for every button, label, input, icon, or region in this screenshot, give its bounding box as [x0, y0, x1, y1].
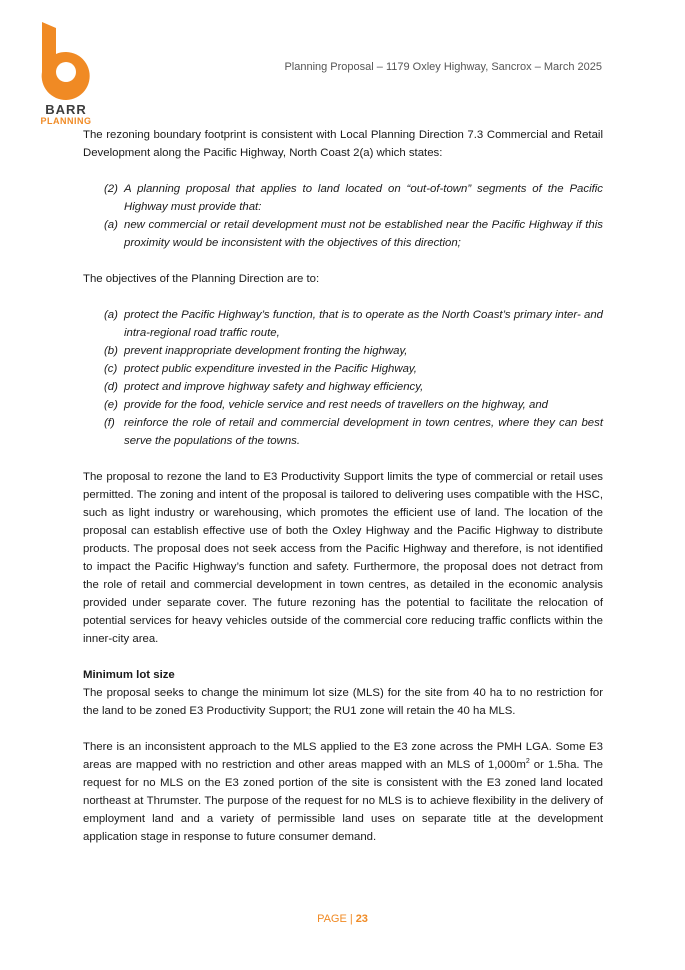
page-label: PAGE [317, 913, 347, 925]
objective-number: (d) [104, 381, 118, 393]
brand-name: BARR [45, 102, 87, 117]
objective-text: protect and improve highway safety and highway efficiency, [124, 381, 424, 393]
section-heading: Minimum lot size [83, 669, 175, 681]
objectives-list [83, 306, 603, 450]
page-footer [0, 913, 685, 925]
quote-item [83, 180, 603, 216]
b-logo-icon [34, 20, 98, 100]
paragraph-mls: The proposal seeks to change the minimum lot size (MLS) for the site from 40 ha to no restriction for the land to be zoned E3 Productivity Support; the RU1 zone will retain the 40 ha MLS. [83, 687, 603, 717]
paragraph-rezoning: The proposal to rezone the land to E3 Productivity Support limits the type of commercial or retail uses permitted. The zoning and intent of the proposal is tailored to delivering uses compatible with the HSC, such as light industry or warehousing, which promotes the efficient use of land. The location of the proposal can establish effective use of both the Oxley Highway and the Pacific Highway to distribute products. The proposal does not seek access from the Pacific Highway and therefore, is not identified to impact the Pacific Highway’s function and safety. Furthermore, the proposal does not detract from the role of retail and commercial development in town centres, as detailed in the economic analysis provided under separate cover. The future rezoning has the potential to facilitate the relocation of potential services for heavy vehicles outside of the commercial core reducing traffic conflicts within the inner-city area. [83, 471, 603, 645]
page-number: 23 [355, 913, 368, 925]
page-body [83, 126, 603, 864]
objective-text: prevent inappropriate development fronting the highway, [124, 345, 408, 357]
quote-item-number: (a) [104, 219, 118, 231]
objective-item [83, 414, 603, 450]
objective-text: protect public expenditure invested in the Pacific Highway, [124, 363, 417, 375]
brand-subname: PLANNING [40, 116, 92, 126]
quote-item-text: new commercial or retail development must not be established near the Pacific Highway if this proximity would be inconsistent with the objectives of this direction; [124, 219, 603, 249]
superscript-2: 2 [525, 758, 530, 766]
mls-text-a: There is an inconsistent approach to the MLS applied to the E3 zone across the PMH LGA. Some E3 areas are mapped with no restriction and other areas mapped with an MLS of 1,000m [83, 741, 603, 771]
objective-number: (c) [104, 363, 118, 375]
paragraph-mls-approach [83, 738, 603, 846]
objective-text: reinforce the role of retail and commercial development in town centres, where they can best serve the populations of the towns. [124, 417, 603, 447]
mls-text-b: or 1.5ha. The request for no MLS on the E3 zoned portion of the site is consistent with the E3 zoned land located northeast at Thrumster. The purpose of the request for no MLS is to achieve flexibility in the delivery of employment land and a variety of permissible land uses on separate title at the development application stage in response to future consumer demand. [83, 759, 603, 843]
footer-separator: | [349, 913, 353, 925]
objective-number: (f) [104, 417, 115, 429]
objective-item [83, 378, 603, 396]
objective-number: (e) [104, 399, 118, 411]
quote-item-text: A planning proposal that applies to land located on “out-of-town” segments of the Pacific Highway must provide that: [124, 183, 603, 213]
objective-item [83, 306, 603, 342]
objective-text: provide for the food, vehicle service and rest needs of travellers on the highway, and [124, 399, 549, 411]
barr-planning-logo [30, 20, 102, 128]
objective-number: (b) [104, 345, 118, 357]
quote-item [83, 216, 603, 252]
objective-item [83, 396, 603, 414]
paragraph-objectives-intro: The objectives of the Planning Direction are to: [83, 273, 320, 285]
running-header: Planning Proposal – 1179 Oxley Highway, Sancrox – March 2025 [284, 61, 602, 73]
objective-number: (a) [104, 309, 118, 321]
paragraph-intro: The rezoning boundary footprint is consistent with Local Planning Direction 7.3 Commercial and Retail Development along the Pacific Highway, North Coast 2(a) which states: [83, 129, 603, 159]
objective-item [83, 342, 603, 360]
objective-item [83, 360, 603, 378]
direction-quote [83, 180, 603, 252]
objective-text: protect the Pacific Highway’s function, that is to operate as the North Coast’s primary inter- and intra-regional road traffic route, [124, 309, 603, 339]
quote-item-number: (2) [104, 183, 118, 195]
